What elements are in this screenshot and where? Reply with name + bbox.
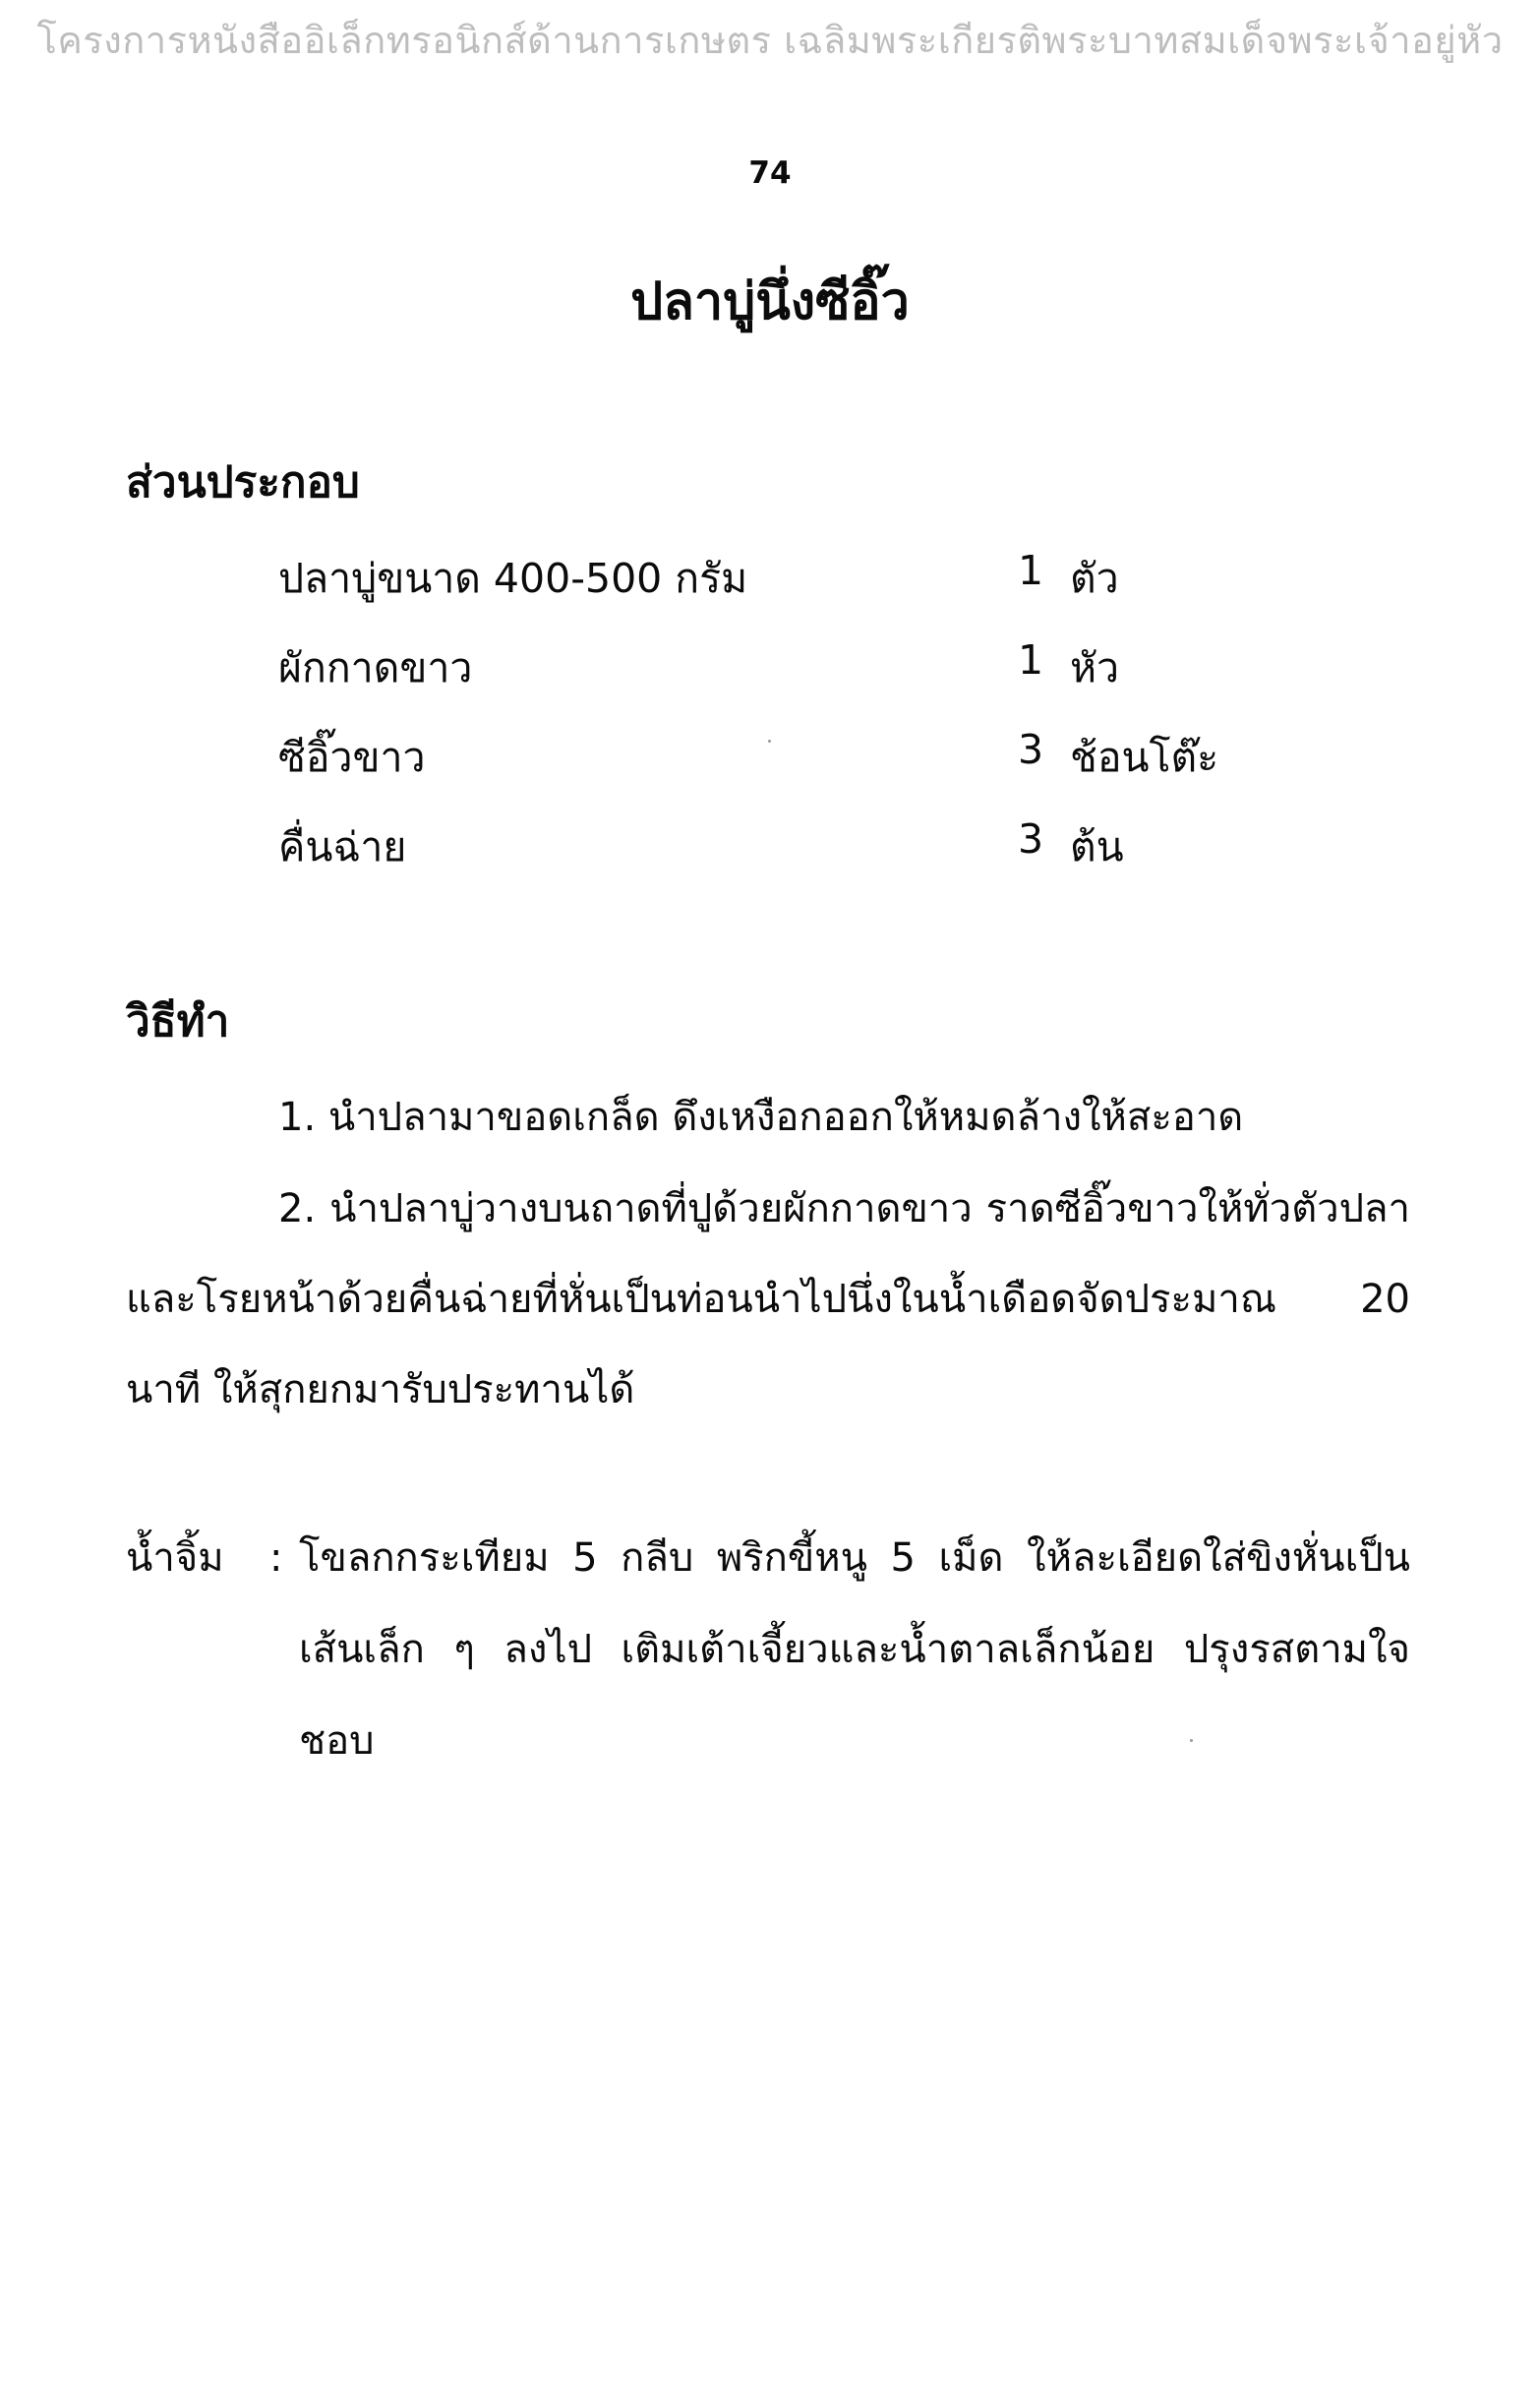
ingredients-heading: ส่วนประกอบ (126, 457, 360, 508)
ingredient-qty: 3 (1018, 815, 1044, 863)
ingredient-unit: ช้อนโต๊ะ (1070, 734, 1219, 781)
sauce-text: โขลกกระเทียม 5 กลีบ พริกขี้หนู 5 เม็ด ให้ละเอียดใส่ขิงหั่นเป็นเส้นเล็ก ๆ ลงไป เติมเต้าเจี้ยวและน้ำตาลเล็กน้อย ปรุงรสตามใจชอบ (299, 1535, 1410, 1764)
ingredient-unit: ต้น (1070, 823, 1124, 870)
ingredient-qty: 1 (1018, 547, 1044, 594)
ingredient-name: ปลาบู่ขนาด 400-500 กรัม (278, 555, 748, 602)
method-step: 2. นำปลาบู่วางบนถาดที่ปูด้วยผักกาดขาว ราดซีอิ๊วขาวให้ทั่วตัวปลาและโรยหน้าด้วยคื่นฉ่ายที่หั่นเป็นท่อนนำไปนึ่งในน้ำเดือดจัดประมาณ 20 นาที ให้สุกยกมารับประทานได้ (126, 1186, 1410, 1412)
ingredient-qty: 3 (1018, 726, 1044, 773)
ingredient-row (0, 547, 1540, 616)
scan-speck (1190, 1739, 1193, 1742)
ingredient-name: ซีอิ๊วขาว (278, 734, 426, 781)
ingredient-unit: หัว (1070, 644, 1120, 691)
ingredient-name: ผักกาดขาว (278, 644, 473, 691)
ingredient-row (0, 636, 1540, 705)
scan-speck (768, 740, 771, 743)
sauce-colon: : (269, 1535, 283, 1581)
method-heading: วิธีทำ (126, 996, 230, 1047)
watermark-header: โครงการหนังสืออิเล็กทรอนิกส์ด้านการเกษตร เฉลิมพระเกียรติพระบาทสมเด็จพระเจ้าอยู่หัว (36, 19, 1504, 62)
ingredient-row (0, 815, 1540, 884)
ingredient-row (0, 726, 1540, 795)
page-number: 74 (748, 155, 792, 191)
method-step: 1. นำปลามาขอดเกล็ด ดึงเหงือกออกให้หมดล้างให้สะอาด (278, 1095, 1244, 1140)
ingredient-unit: ตัว (1070, 555, 1119, 602)
sauce-label: น้ำจิ้ม (126, 1535, 224, 1581)
recipe-title: ปลาบู่นึ่งซีอิ๊ว (630, 272, 910, 331)
ingredient-name: คื่นฉ่าย (278, 823, 407, 870)
ingredient-qty: 1 (1018, 636, 1044, 684)
